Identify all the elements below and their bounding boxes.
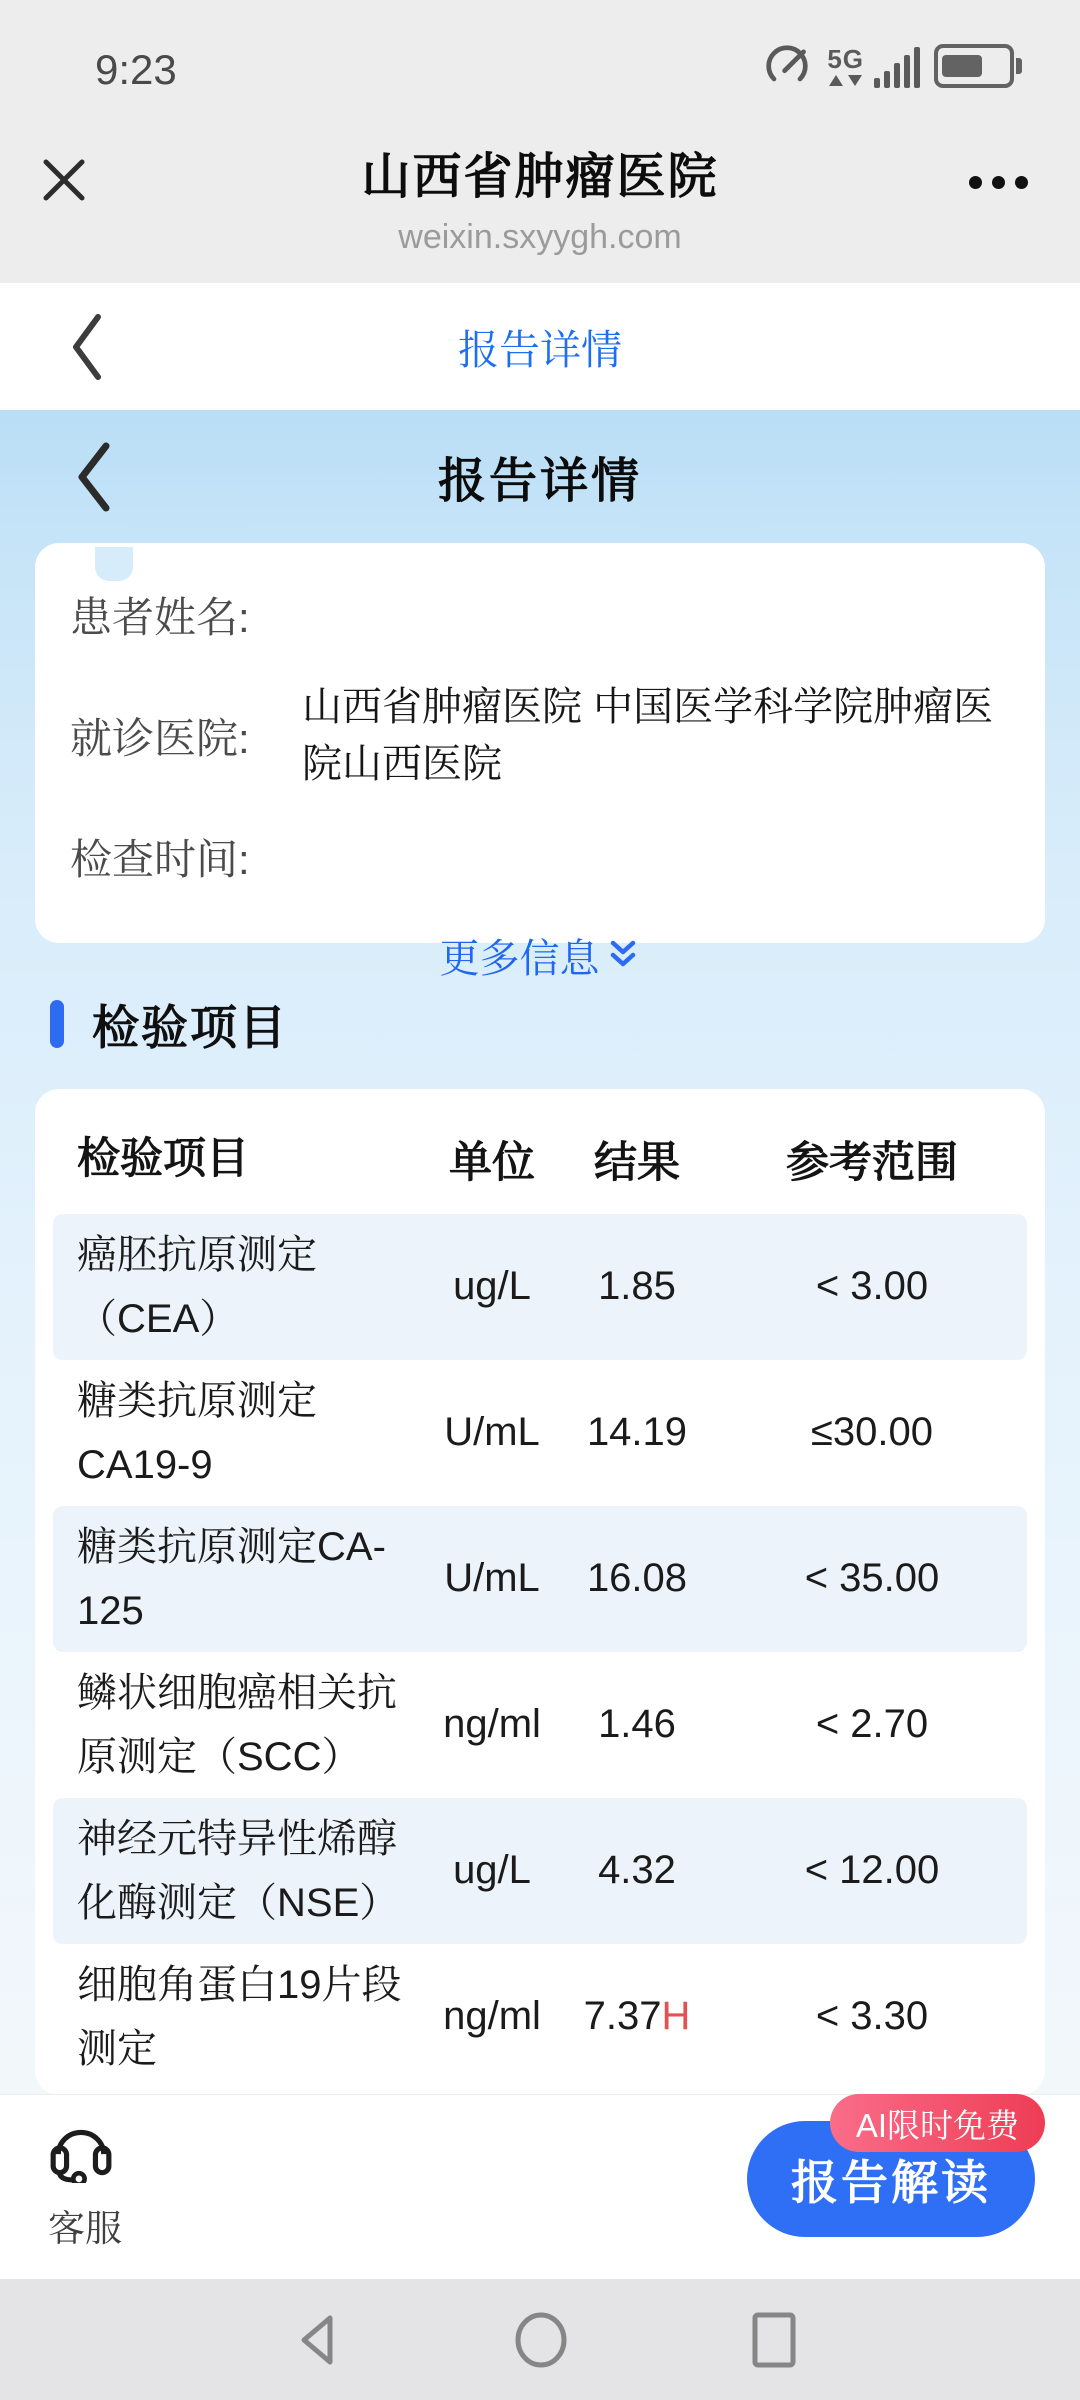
field-patient-name <box>70 585 1007 645</box>
battery-icon <box>934 44 1022 88</box>
speedometer-icon <box>761 40 813 92</box>
result-value: 14.19 <box>586 1410 688 1455</box>
section-title: 检验项目 <box>92 1000 288 1054</box>
result-value: 7.37 <box>583 1994 662 2039</box>
back-chevron-icon[interactable] <box>70 438 120 516</box>
table-row <box>53 1944 1027 2090</box>
customer-service-label: 客服 <box>48 2208 122 2249</box>
report-interpret-label: 报告解读 <box>791 2155 991 2209</box>
android-recents-icon[interactable] <box>748 2311 800 2369</box>
test-range: ≤30.00 <box>810 1410 934 1455</box>
report-page <box>0 410 1080 2095</box>
test-range: < 3.00 <box>815 1264 929 1309</box>
test-unit: ug/L <box>453 1264 531 1309</box>
report-header <box>0 410 1080 543</box>
result-value: 1.85 <box>598 1264 676 1309</box>
back-chevron-icon[interactable] <box>64 307 110 387</box>
browser-nav-bar <box>0 283 1080 410</box>
status-icons <box>761 38 1022 94</box>
close-icon[interactable] <box>36 152 92 208</box>
test-name: 癌胚抗原测定（CEA） <box>77 1232 317 1341</box>
col-header-item: 检验项目 <box>77 1135 249 1183</box>
page-title: 报告详情 <box>437 455 642 508</box>
status-bar <box>0 0 1080 110</box>
table-row <box>53 1652 1027 1798</box>
test-result <box>557 1556 717 1601</box>
test-range: < 3.30 <box>815 1994 929 2039</box>
ai-free-badge <box>830 2094 1045 2152</box>
section-accent-bar <box>50 1000 64 1048</box>
field-value: 山西省肿瘤医院 中国医学科学院肿瘤医院山西医院 <box>302 685 994 787</box>
wechat-chrome <box>0 0 1080 283</box>
test-range: < 35.00 <box>804 1556 940 1601</box>
table-row <box>53 1214 1027 1360</box>
field-label: 患者姓名: <box>70 594 250 641</box>
nav-title-link[interactable]: 报告详情 <box>458 327 622 373</box>
test-name: 糖类抗原测定CA-125 <box>77 1524 386 1633</box>
test-result <box>557 1264 717 1309</box>
field-exam-time <box>70 827 1007 887</box>
page-site-url: weixin.sxyygh.com <box>398 218 682 256</box>
table-row <box>53 1798 1027 1944</box>
table-row <box>53 1360 1027 1506</box>
wechat-titlebar <box>0 110 1080 283</box>
status-time: 9:23 <box>95 46 177 93</box>
lab-results-card <box>35 1089 1045 2095</box>
network-type-indicator <box>827 46 864 86</box>
data-arrows-icon <box>829 75 862 86</box>
patient-info-card <box>35 543 1045 982</box>
customer-service-button[interactable] <box>48 2117 168 2252</box>
test-result <box>557 1410 717 1455</box>
result-value: 1.46 <box>598 1702 676 1747</box>
android-back-icon[interactable] <box>292 2311 344 2369</box>
col-header-unit: 单位 <box>449 1138 535 1187</box>
col-header-range: 参考范围 <box>786 1138 958 1187</box>
network-type-label: 5G <box>827 44 864 74</box>
test-unit: ug/L <box>453 1848 531 1893</box>
test-result <box>557 1848 717 1893</box>
double-chevron-down-icon <box>608 939 638 973</box>
section-header <box>50 999 1080 1054</box>
test-unit: ng/ml <box>443 1994 541 2039</box>
ai-free-badge-label: AI限时免费 <box>855 2106 1019 2144</box>
test-unit: U/mL <box>444 1556 540 1601</box>
page-site-title: 山西省肿瘤医院 <box>361 150 719 204</box>
signal-strength-icon <box>874 44 920 88</box>
test-unit: U/mL <box>444 1410 540 1455</box>
bottom-action-bar <box>0 2095 1080 2279</box>
more-menu-icon[interactable] <box>969 176 1028 189</box>
card-notch-decoration <box>95 547 133 581</box>
test-name: 糖类抗原测定CA19-9 <box>77 1378 317 1487</box>
test-name: 鳞状细胞癌相关抗原测定（SCC） <box>77 1670 397 1779</box>
table-header-row <box>53 1089 1027 1214</box>
table-row <box>53 1506 1027 1652</box>
result-value: 4.32 <box>598 1848 676 1893</box>
more-info-link[interactable] <box>70 927 1007 984</box>
more-info-label: 更多信息 <box>439 937 600 982</box>
test-result <box>557 1994 717 2039</box>
col-header-result: 结果 <box>594 1138 680 1187</box>
field-label: 就诊医院: <box>70 715 250 763</box>
test-result <box>557 1702 717 1747</box>
headset-icon <box>48 2117 114 2183</box>
test-name: 细胞角蛋白19片段测定 <box>77 1962 402 2071</box>
field-label: 检查时间: <box>70 836 250 884</box>
result-value: 16.08 <box>586 1556 688 1601</box>
android-nav-bar <box>0 2279 1080 2400</box>
test-name: 神经元特异性烯醇化酶测定（NSE） <box>77 1816 400 1925</box>
test-range: < 12.00 <box>804 1848 940 1893</box>
test-unit: ng/ml <box>443 1702 541 1747</box>
android-home-icon[interactable] <box>512 2311 570 2369</box>
result-flag: H <box>661 1994 691 2039</box>
test-range: < 2.70 <box>815 1702 929 1747</box>
field-hospital <box>70 679 1007 793</box>
